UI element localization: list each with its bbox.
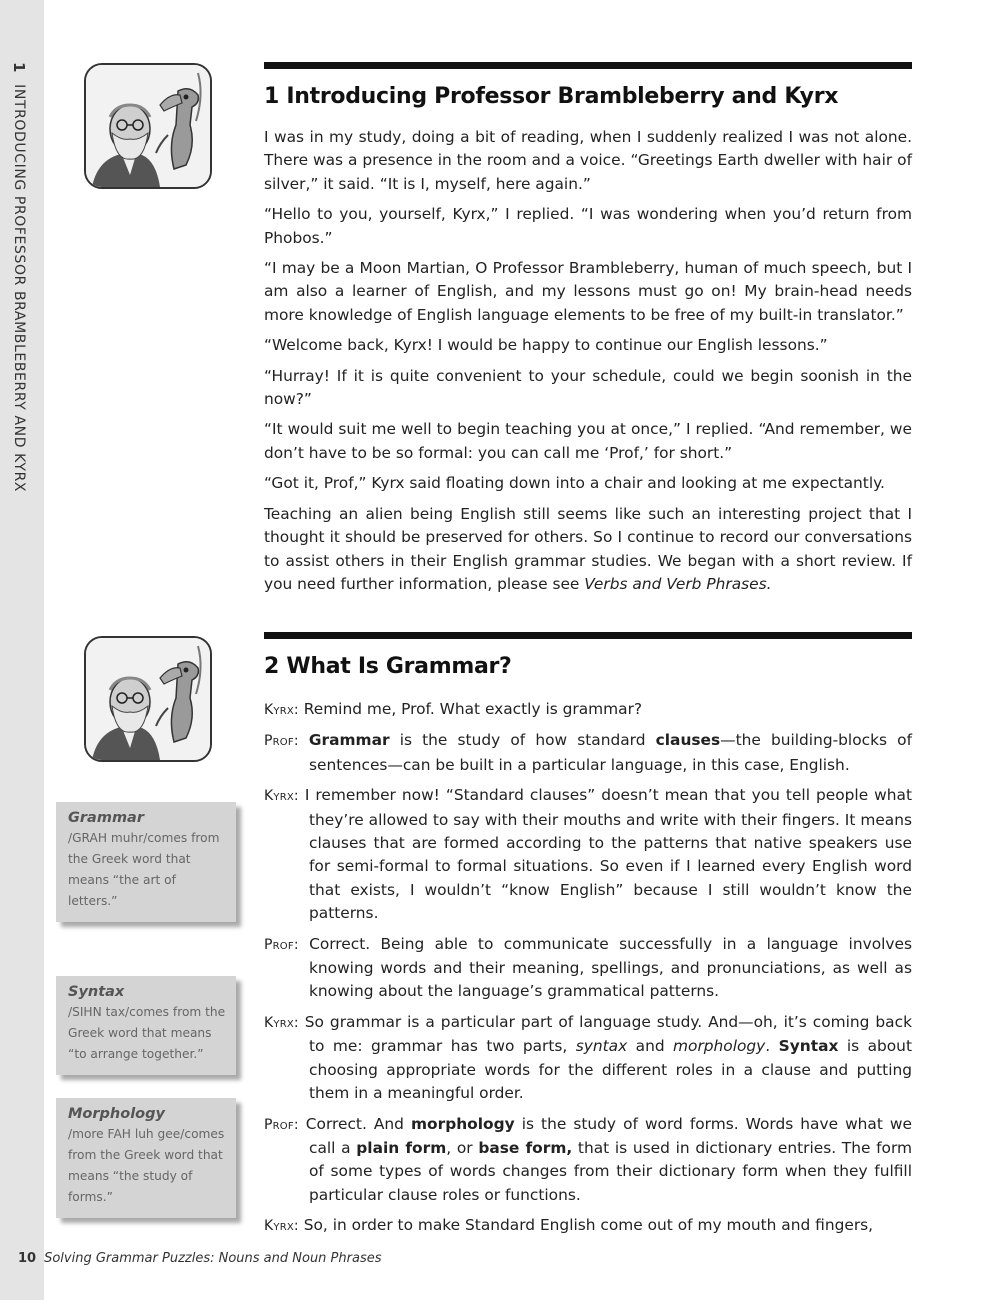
section1-body bbox=[264, 126, 912, 603]
speaker-label: Kyrx: bbox=[264, 1218, 299, 1235]
paragraph-text: Teaching an alien being English still seems like such an interesting project that I thought it should be preserved for others. So I continue to record our conversations to assist others in their English grammar studies. We began with a short review. If you need further information, please see bbox=[264, 504, 912, 593]
dialogue-text: is the study of word forms. Words have what we call a bbox=[309, 1114, 912, 1157]
professor-and-martian-illustration bbox=[84, 63, 212, 189]
dialogue-text: I remember now! “Standard clauses” doesn’t mean that you tell people what they’re allowed to say with their mouths and write with their fingers. It means clauses that are formed according to the patterns that native speakers use for semi-formal to formal situations. So even if I learned every English word that exists, I wouldn’t “know English” because I still wouldn’t know the patterns. bbox=[304, 786, 912, 923]
book-reference: Verbs and Verb Phrases. bbox=[584, 574, 772, 593]
dialogue-line bbox=[264, 1011, 912, 1106]
dialogue-text: —the building-blocks of sentences—can be built in a particular language, in this case, English. bbox=[309, 731, 912, 774]
paragraph: “It would suit me well to begin teaching you at once,” I replied. “And remember, we don’t have to be so formal: you can call me ‘Prof,’ for short.” bbox=[264, 420, 912, 462]
glossary-definition: /more FAH luh gee/comes from the Greek word that means “the study of forms.” bbox=[68, 1127, 225, 1204]
page-footer bbox=[18, 1251, 382, 1266]
key-term: base form, bbox=[478, 1138, 573, 1157]
key-term: morphology bbox=[411, 1114, 515, 1133]
chapter-number: 1 bbox=[10, 62, 28, 74]
italic-term: morphology bbox=[673, 1037, 766, 1056]
dialogue-line bbox=[264, 933, 912, 1004]
section2-dialogue bbox=[264, 698, 912, 1246]
paragraph: “Got it, Prof,” Kyrx said floating down into a chair and looking at me expectantly. bbox=[264, 474, 885, 493]
key-term: Grammar bbox=[308, 731, 390, 750]
section-rule bbox=[264, 632, 912, 639]
chapter-side-title bbox=[10, 62, 28, 492]
glossary-box-syntax bbox=[56, 976, 236, 1075]
paragraph: “I may be a Moon Martian, O Professor Brambleberry, human of much speech, but I am also a learner of English, and my lessons must go on! My brain-head needs more knowledge of English language elements to be free of my built-in translator.” bbox=[264, 259, 912, 324]
glossary-term: Morphology bbox=[68, 1106, 165, 1122]
speaker-label: Kyrx: bbox=[264, 788, 299, 805]
dialogue-text: So, in order to make Standard English come out of my mouth and fingers, bbox=[303, 1216, 874, 1235]
glossary-box-morphology bbox=[56, 1098, 236, 1218]
italic-term: syntax bbox=[575, 1037, 628, 1056]
section-rule bbox=[264, 62, 912, 69]
dialogue-text: , or bbox=[446, 1138, 479, 1157]
glossary-definition: /GRAH muhr/comes from the Greek word that means “the art of letters.” bbox=[68, 831, 220, 908]
speaker-label: Prof: bbox=[264, 936, 299, 953]
dialogue-line bbox=[264, 1214, 912, 1238]
speaker-label: Prof: bbox=[264, 733, 299, 750]
chapter-title-vertical: INTRODUCING PROFESSOR BRAMBLEBERRY AND KYRX bbox=[11, 84, 27, 493]
paragraph bbox=[264, 503, 912, 597]
page-number: 10 bbox=[18, 1251, 37, 1266]
professor-and-martian-illustration-2 bbox=[84, 636, 212, 762]
professor-martian-icon bbox=[86, 65, 210, 187]
key-term: clauses bbox=[655, 731, 721, 750]
glossary-definition: /SIHN tax/comes from the Greek word that means “to arrange together.” bbox=[68, 1005, 226, 1061]
section1-heading: 1 Introducing Professor Brambleberry and Kyrx bbox=[264, 84, 839, 109]
dialogue-text: is about choosing appropriate words for the different roles in a clause and putting them in a meaningful order. bbox=[309, 1037, 912, 1103]
dialogue-text: and bbox=[627, 1037, 674, 1056]
speaker-label: Kyrx: bbox=[264, 1014, 299, 1031]
dialogue-text: Correct. Being able to communicate successfully in a language involves knowing words and their meaning, spellings, and pronunciations, as well as knowing about the language’s grammatical patterns. bbox=[309, 934, 912, 1001]
speaker-label: Prof: bbox=[264, 1116, 299, 1133]
book-title: Solving Grammar Puzzles: Nouns and Noun Phrases bbox=[44, 1251, 382, 1266]
glossary-term: Syntax bbox=[68, 984, 125, 1000]
paragraph: “Hello to you, yourself, Kyrx,” I replied. “I was wondering when you’d return from Phobos.” bbox=[264, 205, 912, 247]
paragraph: I was in my study, doing a bit of reading, when I suddenly realized I was not alone. There was a presence in the room and a voice. “Greetings Earth dweller with hair of silver,” it said. “It is I, myself, here again.” bbox=[264, 128, 912, 193]
paragraph: “Hurray! If it is quite convenient to your schedule, could we begin soonish in the now?” bbox=[264, 366, 912, 409]
dialogue-text: So grammar is a particular part of language study. And—oh, it’s coming back to me: grammar has two parts, bbox=[304, 1012, 912, 1056]
glossary-box-grammar bbox=[56, 802, 236, 922]
dialogue-text: . bbox=[765, 1037, 779, 1056]
key-term: Syntax bbox=[778, 1037, 839, 1056]
dialogue-line bbox=[264, 729, 912, 777]
dialogue-text: Remind me, Prof. What exactly is grammar? bbox=[303, 700, 643, 718]
dialogue-text: Correct. And bbox=[305, 1114, 411, 1133]
paragraph: “Welcome back, Kyrx! I would be happy to continue our English lessons.” bbox=[264, 336, 828, 355]
dialogue-line bbox=[264, 784, 912, 925]
professor-martian-icon bbox=[86, 638, 210, 760]
dialogue-text: that is used in dictionary entries. The form of some types of words changes from their dictionary form when they fulfill particular clause roles or functions. bbox=[309, 1138, 913, 1204]
dialogue-line bbox=[264, 1113, 912, 1208]
section2-heading: 2 What Is Grammar? bbox=[264, 654, 512, 679]
dialogue-line bbox=[264, 698, 912, 722]
speaker-label: Kyrx: bbox=[264, 702, 299, 718]
key-term: plain form bbox=[356, 1138, 447, 1157]
dialogue-text: is the study of how standard bbox=[389, 731, 656, 750]
glossary-term: Grammar bbox=[68, 810, 144, 826]
